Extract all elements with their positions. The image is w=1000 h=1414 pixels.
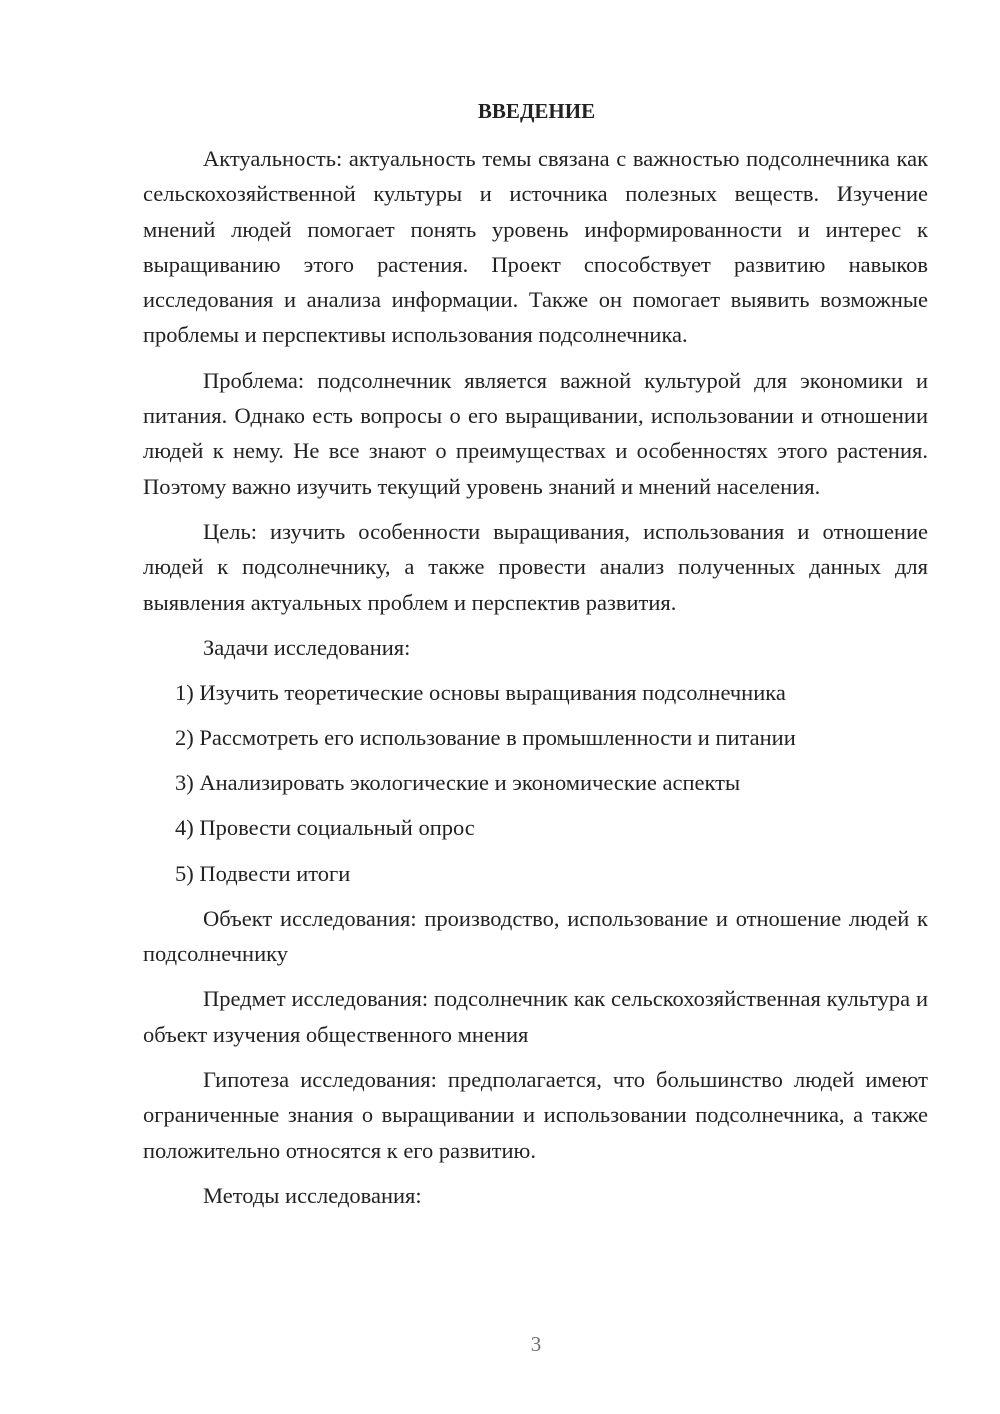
object-paragraph: Объект исследования: производство, использование и отношение людей к подсолнечнику: [143, 905, 928, 967]
task-item: 5) Подвести итоги: [175, 860, 351, 886]
task-item: 1) Изучить теоретические основы выращивания подсолнечника: [175, 680, 786, 706]
document-title: ВВЕДЕНИЕ: [477, 99, 596, 123]
hypothesis-paragraph: Гипотеза исследования: предполагается, что большинство людей имеют ограниченные знания о выращивании и использовании подсолнечника, а также положительно относятся к его развитию.: [143, 1067, 928, 1163]
page-number: 3: [530, 1332, 542, 1356]
task-list: [143, 675, 928, 891]
tasks-heading: Задачи исследования:: [203, 634, 411, 660]
methods-heading: Методы исследования:: [203, 1182, 422, 1208]
relevance-paragraph: Актуальность: актуальность темы связана с важностью подсолнечника как сельскохозяйственной культуры и источника полезных веществ. Изучение мнений людей помогает понять уровень информированности и интерес к выращиванию этого растения. Проект способствует развитию навыков исследования и анализа информации. Также он помогает выявить возможные проблемы и перспективы использования подсолнечника.: [143, 146, 928, 348]
task-item: 2) Рассмотреть его использование в промышленности и питании: [175, 725, 796, 751]
problem-paragraph: Проблема: подсолнечник является важной культурой для экономики и питания. Однако есть вопросы о его выращивании, использовании и отношении людей к нему. Не все знают о преимуществах и особенностях этого растения. Поэтому важно изучить текущий уровень знаний и мнений населения.: [143, 367, 928, 499]
goal-paragraph: Цель: изучить особенности выращивания, использования и отношение людей к подсолнечнику, а также провести анализ полученных данных для выявления актуальных проблем и перспектив развития.: [143, 518, 928, 615]
task-item: 4) Провести социальный опрос: [175, 815, 475, 841]
document-page: [143, 94, 928, 1223]
subject-paragraph: Предмет исследования: подсолнечник как сельскохозяйственная культура и объект изучения общественного мнения: [143, 986, 928, 1047]
task-item: 3) Анализировать экологические и экономические аспекты: [175, 770, 741, 796]
